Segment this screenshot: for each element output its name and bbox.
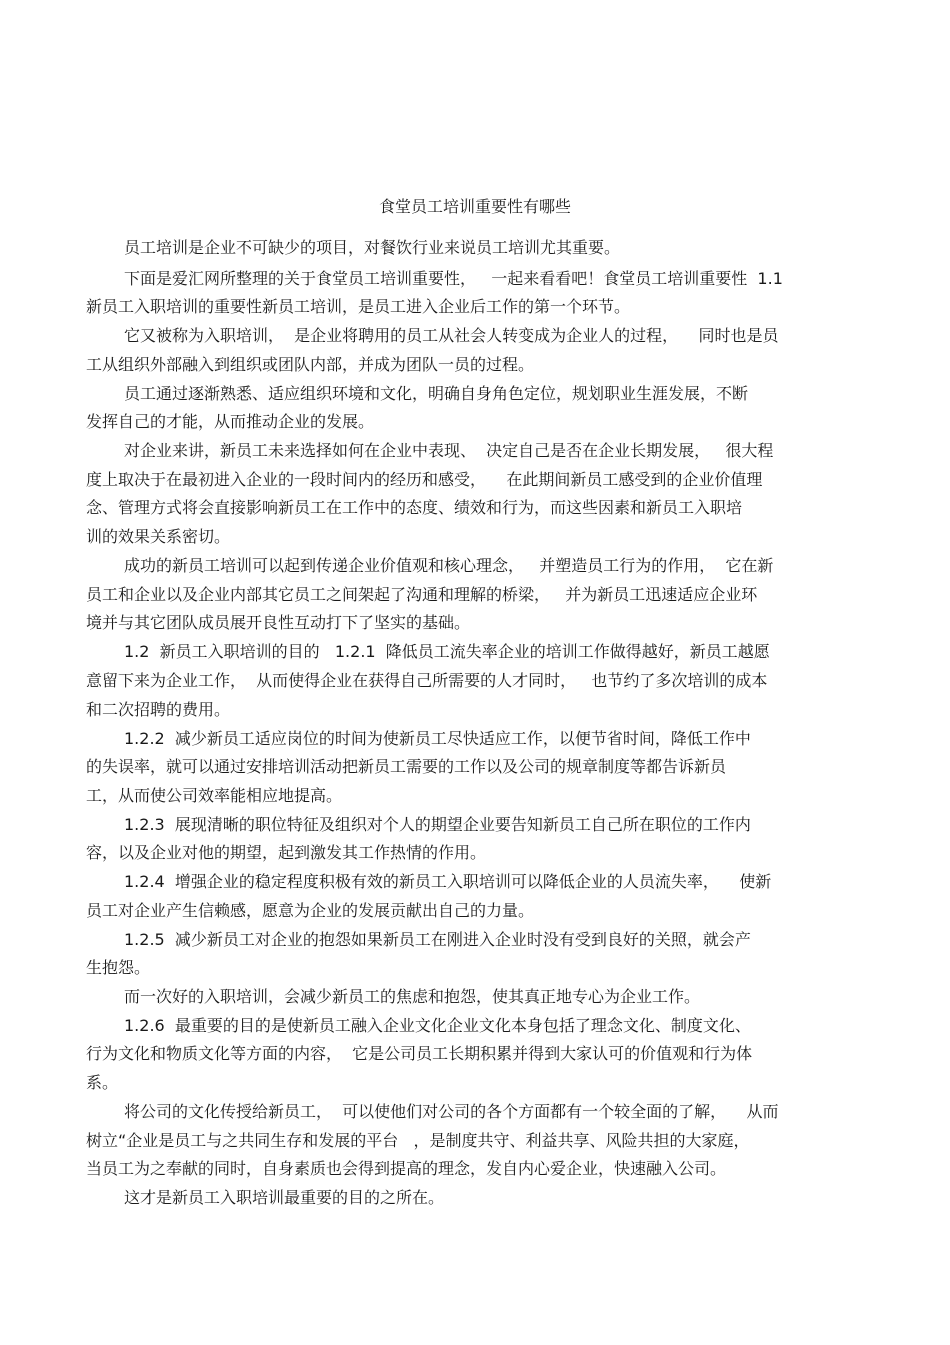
body-line: 它又被称为入职培训， 是企业将聘用的员工从社会人转变成为企业人的过程， 同时也是员 [124,326,779,345]
body-line: 度上取决于在最初进入企业的一段时间内的经历和感受， 在此期间新员工感受到的企业价值理 [86,470,763,489]
body-line: 下面是爱汇网所整理的关于食堂员工培训重要性， 一起来看看吧！食堂员工培训重要性 1.1 [124,269,783,288]
body-line: 1.2.5 减少新员工对企业的抱怨如果新员工在刚进入企业时没有受到良好的关照，就会产 [124,930,751,949]
body-line: 行为文化和物质文化等方面的内容， 它是公司员工长期积累并得到大家认可的价值观和行为体 [86,1044,753,1063]
body-line: 系。 [86,1073,119,1092]
body-line: 境并与其它团队成员展开良性互动打下了坚实的基础。 [86,613,471,632]
body-line: 员工对企业产生信赖感，愿意为企业的发展贡献出自己的力量。 [86,901,535,920]
body-line: 的失误率，就可以通过安排培训活动把新员工需要的工作以及公司的规章制度等都告诉新员 [86,757,727,776]
body-line: 成功的新员工培训可以起到传递企业价值观和核心理念， 并塑造员工行为的作用， 它在新 [124,556,774,575]
body-line: 工从组织外部融入到组织或团队内部，并成为团队一员的过程。 [86,355,535,374]
body-line: 将公司的文化传授给新员工， 可以使他们对公司的各个方面都有一个较全面的了解， 从而 [124,1102,779,1121]
body-line: 1.2.6 最重要的目的是使新员工融入企业文化企业文化本身包括了理念文化、制度文化、 [124,1016,751,1035]
body-line: 意留下来为企业工作， 从而使得企业在获得自己所需要的人才同时， 也节约了多次培训的成本 [86,671,768,690]
body-line: 容，以及企业对他的期望，起到激发其工作热情的作用。 [86,843,487,862]
body-line: 这才是新员工入职培训最重要的目的之所在。 [124,1188,445,1207]
body-line: 1.2.2 减少新员工适应岗位的时间为使新员工尽快适应工作，以便节省时间，降低工作中 [124,729,751,748]
body-line: 员工通过逐渐熟悉、适应组织环境和文化，明确自身角色定位，规划职业生涯发展，不断 [124,384,749,403]
body-line: 生抱怨。 [86,958,151,977]
body-line: 念、管理方式将会直接影响新员工在工作中的态度、绩效和行为，而这些因素和新员工入职培 [86,498,743,517]
body-line: 对企业来讲，新员工未来选择如何在企业中表现、 决定自己是否在企业长期发展， 很大程 [124,441,774,460]
document-title: 食堂员工培训重要性有哪些 [378,197,571,216]
body-line: 工，从而使公司效率能相应地提高。 [86,786,343,805]
body-line: 员工和企业以及企业内部其它员工之间架起了沟通和理解的桥梁， 并为新员工迅速适应企业环 [86,585,758,604]
body-line: 树立“企业是员工与之共同生存和发展的平台 ，是制度共守、利益共享、风险共担的大家庭， [86,1131,750,1150]
body-line: 和二次招聘的费用。 [86,700,231,719]
body-line: 训的效果关系密切。 [86,527,231,546]
body-line: 1.2 新员工入职培训的目的 1.2.1 降低员工流失率企业的培训工作做得越好，新员工越愿 [124,642,770,661]
body-line: 当员工为之奉献的同时，自身素质也会得到提高的理念，发自内心爱企业，快速融入公司。 [86,1159,727,1178]
body-line: 而一次好的入职培训，会减少新员工的焦虑和抱怨，使其真正地专心为企业工作。 [124,987,701,1006]
body-line: 1.2.4 增强企业的稳定程度积极有效的新员工入职培训可以降低企业的人员流失率， 使新 [124,872,772,891]
body-line: 1.2.3 展现清晰的职位特征及组织对个人的期望企业要告知新员工自己所在职位的工作内 [124,815,751,834]
body-line: 新员工入职培训的重要性新员工培训，是员工进入企业后工作的第一个环节。 [86,297,631,316]
body-line: 发挥自己的才能，从而推动企业的发展。 [86,412,375,431]
body-line: 员工培训是企业不可缺少的项目，对餐饮行业来说员工培训尤其重要。 [124,238,621,257]
